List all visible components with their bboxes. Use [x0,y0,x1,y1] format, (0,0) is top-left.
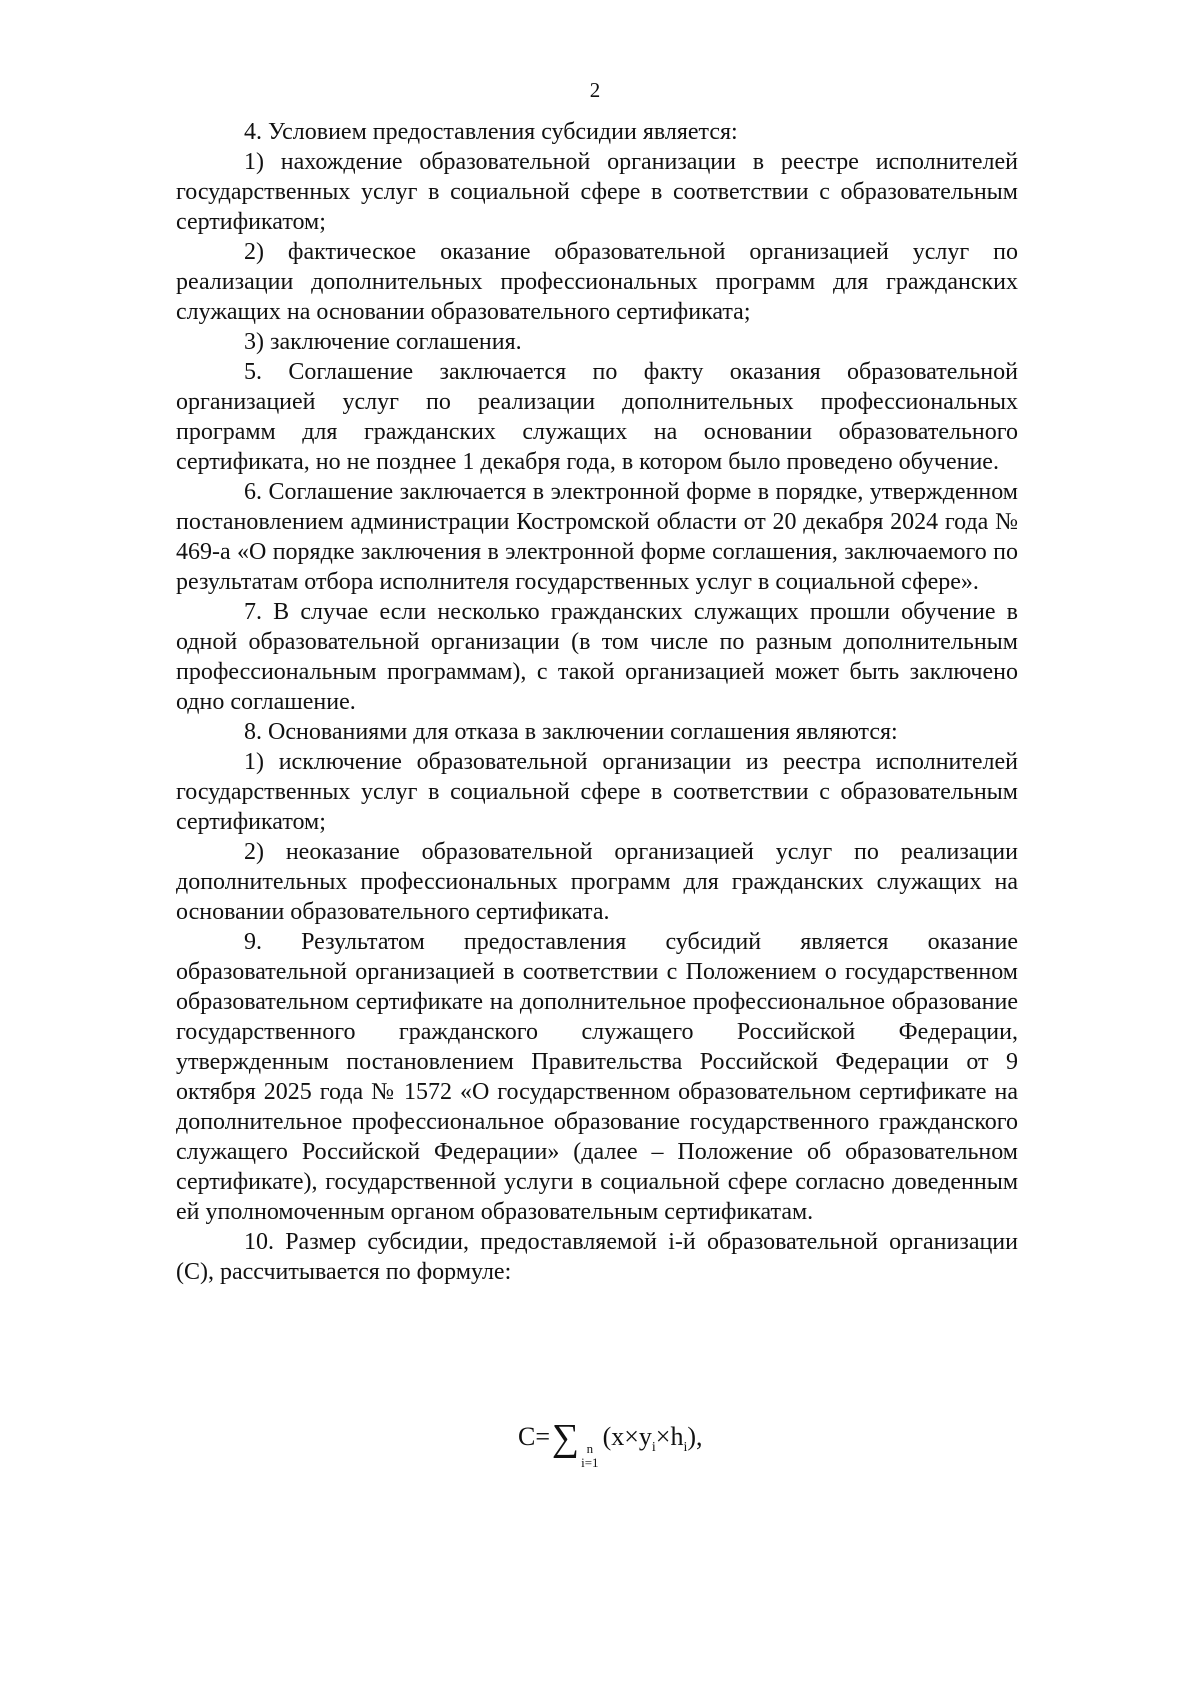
paragraph-8: 8. Основаниями для отказа в заключении соглашения являются: [244,719,898,745]
sum-upper-limit: n [586,1441,594,1456]
paragraph-6: 6. Соглашение заключается в электронной форме в порядке, утвержденном постановлением администрации Костромской области от 20 декабря 2024 года № 469-а «О порядке заключения в электронной форме соглашения, заключаемого по результатам отбора исполнителя государственных услуг в социальной сфере». [176,479,1018,595]
paragraph-8-item-2: 2) неоказание образовательной организацией услуг по реализации дополнительных профессиональных программ для гражданских служащих на основании образовательного сертификата. [176,839,1018,925]
sum-limits [581,1442,598,1470]
paragraph-7: 7. В случае если несколько гражданских служащих прошли обучение в одной образовательной организации (в том числе по разным дополнительным профессиональным программам), с такой организацией может быть заключено одно соглашение. [176,599,1018,715]
paragraph-10: 10. Размер субсидии, предоставляемой i-й образовательной организации (C), рассчитывается по формуле: [176,1229,1018,1285]
formula-term-x-y: (x×y [602,1422,652,1451]
paragraph-9: 9. Результатом предоставления субсидий является оказание образовательной организацией в соответствии с Положением о государственном образовательном сертификате на дополнительное профессиональное образование государственного гражданского служащего Российской Федерации, утвержденным постановлением Правительства Российской Федерации от 9 октября 2025 года № 1572 «О государственном образовательном сертификате на дополнительное профессиональное образование государственного гражданского служащего Российской Федерации» (далее – Положение об образовательном сертификате), государственной услуги в социальной сфере согласно доведенным ей уполномоченным органом образовательным сертификатам. [176,929,1018,1225]
subscript-i-h: i [683,1440,688,1455]
formula-term-h: ×h [655,1422,684,1451]
paragraph-5: 5. Соглашение заключается по факту оказания образовательной организацией услуг по реализации дополнительных профессиональных программ для гражданских служащих на основании образовательного сертификата, но не позднее 1 декабря года, в котором было проведено обучение. [176,359,1018,475]
paragraph-4-item-3: 3) заключение соглашения. [244,329,522,355]
paragraph-4-item-2: 2) фактическое оказание образовательной организацией услуг по реализации дополнительных профессиональных программ для гражданских служащих на основании образовательного сертификата; [176,239,1018,325]
document-body [176,117,1018,1287]
sum-lower-limit: i=1 [581,1455,599,1470]
formula-lhs: C= [518,1422,551,1451]
paragraph-4: 4. Условием предоставления субсидии является: [244,119,738,145]
subsidy-formula [518,1417,703,1470]
sum-symbol: ∑ [552,1417,580,1459]
paragraph-4-item-1: 1) нахождение образовательной организации в реестре исполнителей государственных услуг в социальной сфере в соответствии с образовательным сертификатом; [176,149,1018,235]
paragraph-8-item-1: 1) исключение образовательной организации из реестра исполнителей государственных услуг в социальной сфере в соответствии с образовательным сертификатом; [176,749,1018,835]
subscript-i-y: i [651,1440,656,1455]
page-number: 2 [589,78,601,102]
formula-close: ), [687,1422,703,1451]
